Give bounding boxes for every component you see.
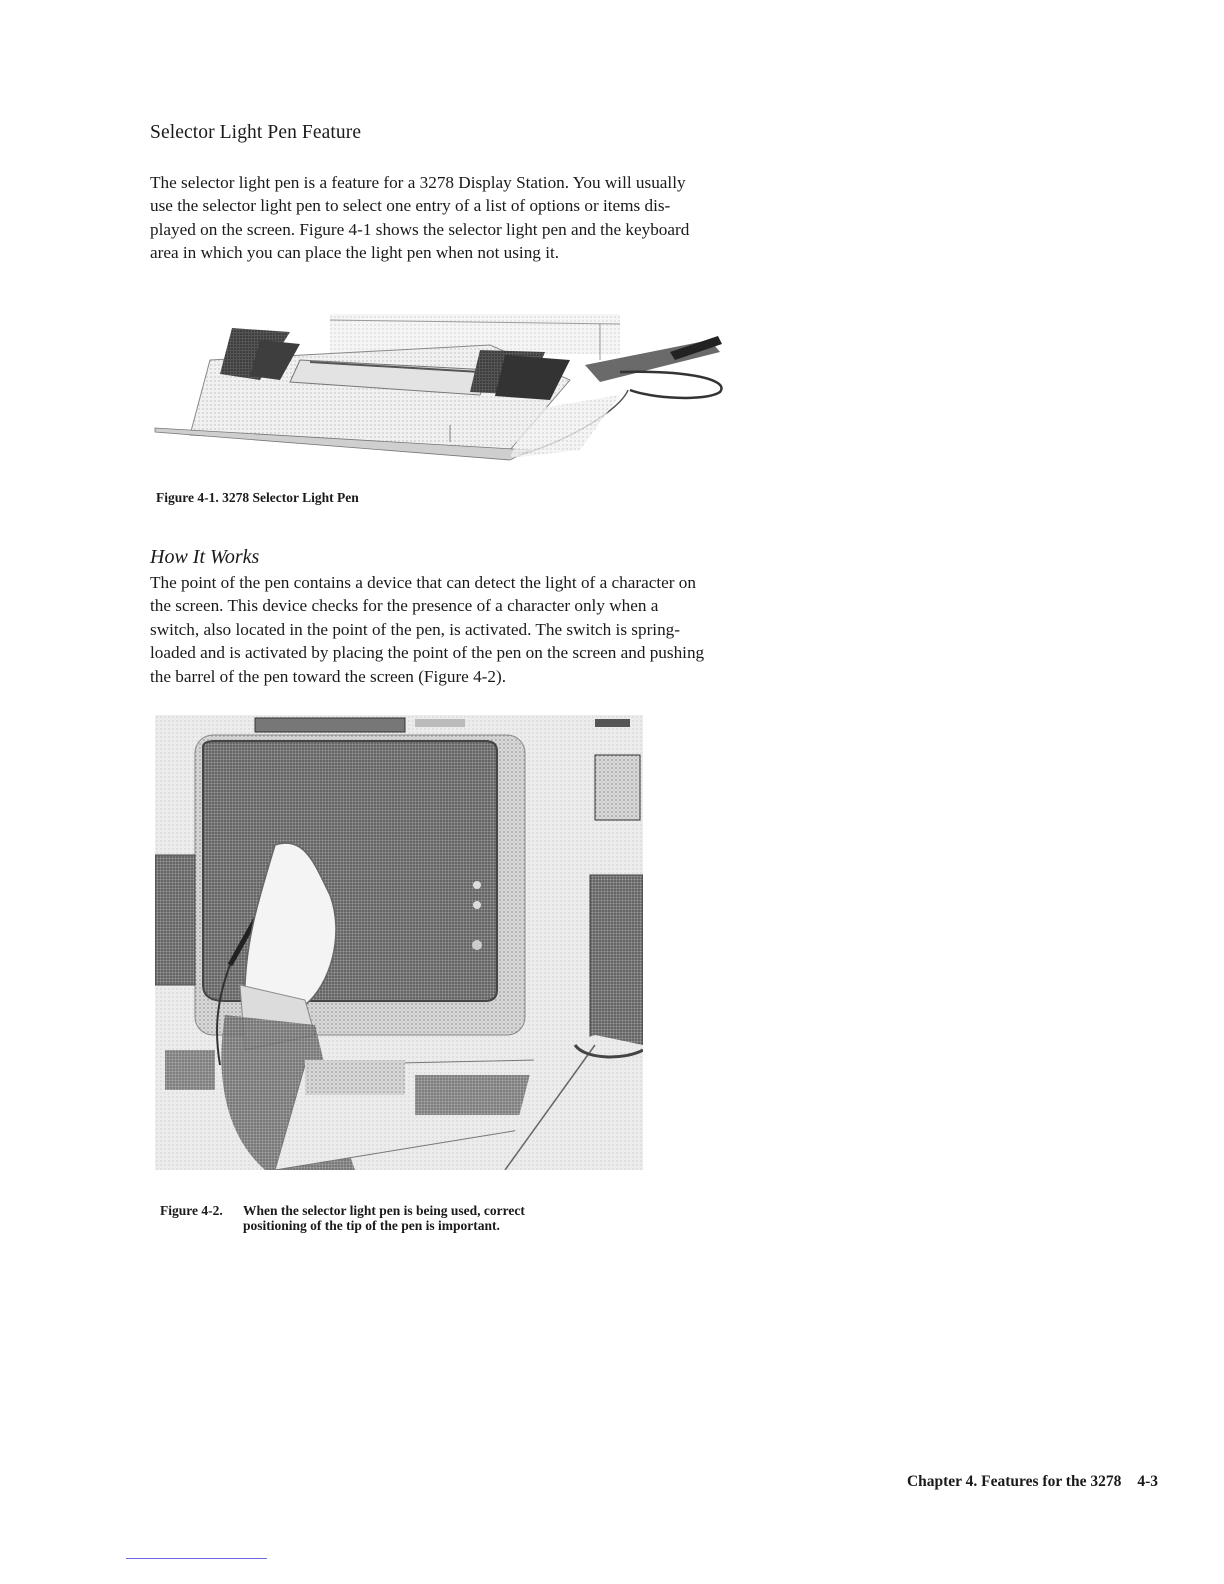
- body-line: loaded and is activated by placing the point of the pen on the screen and pushing: [150, 643, 705, 663]
- page-footer: [907, 1473, 1158, 1491]
- body-line: the screen. This device checks for the presence of a character only when a: [150, 596, 659, 616]
- section-title: Selector Light Pen Feature: [150, 122, 362, 143]
- figure-4-2-light-pen-photo: [155, 715, 643, 1170]
- caption-line: positioning of the tip of the pen is important.: [243, 1218, 500, 1233]
- figure-4-1-keyboard-image: [150, 300, 740, 470]
- footnote-rule: [126, 1558, 267, 1559]
- page-number: 4-3: [1137, 1473, 1158, 1490]
- figure-4-1-caption: Figure 4-1. 3278 Selector Light Pen: [156, 490, 359, 505]
- body-paragraph: [150, 571, 810, 688]
- body-line: switch, also located in the point of the pen, is activated. The switch is spring-: [150, 619, 680, 639]
- subsection-title: How It Works: [150, 546, 260, 568]
- footer-chapter: Chapter 4. Features for the 3278: [906, 1473, 1122, 1490]
- figure-4-2-label: Figure 4-2.: [160, 1203, 223, 1218]
- body-line: the barrel of the pen toward the screen (Figure 4-2).: [150, 666, 507, 686]
- figure-4-2-caption-text: [243, 1203, 663, 1233]
- body-line: The point of the pen contains a device that can detect the light of a character on: [150, 573, 696, 592]
- intro-line: area in which you can place the light pen when not using it.: [150, 243, 560, 263]
- intro-line: The selector light pen is a feature for a 3278 Display Station. You will usually: [150, 173, 686, 192]
- intro-line: use the selector light pen to select one entry of a list of options or items dis-: [150, 196, 671, 216]
- intro-line: played on the screen. Figure 4-1 shows the selector light pen and the keyboard: [150, 219, 690, 239]
- caption-line: When the selector light pen is being used, correct: [243, 1203, 525, 1218]
- intro-paragraph: [150, 171, 810, 265]
